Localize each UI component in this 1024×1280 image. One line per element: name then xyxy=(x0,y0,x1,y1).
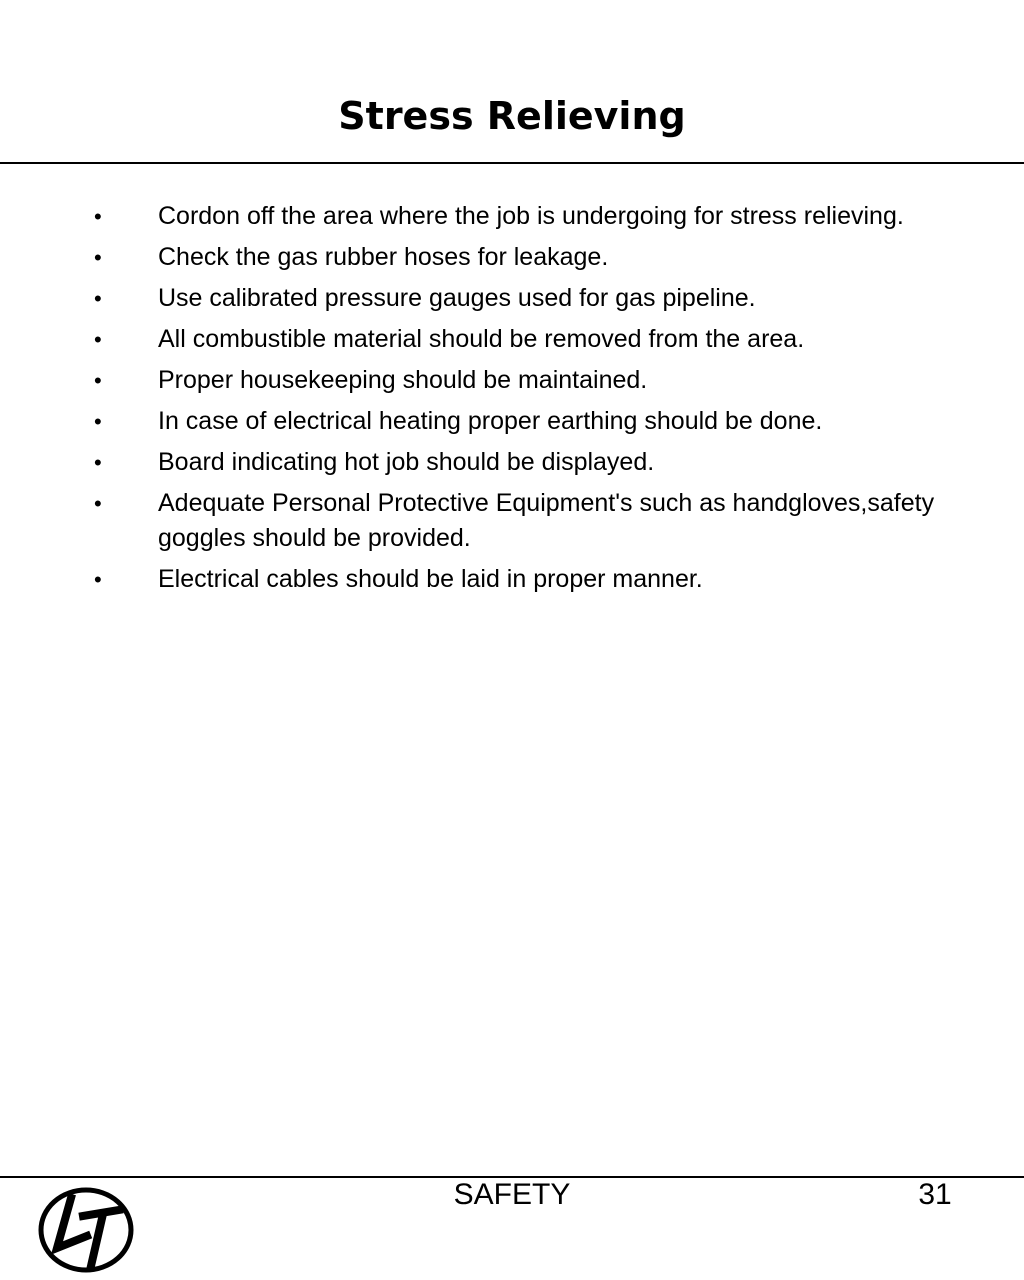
list-item xyxy=(0,562,1024,597)
list-item xyxy=(0,445,1024,480)
bullet-icon: • xyxy=(94,409,102,434)
list-item-text: All combustible material should be removed from the area. xyxy=(158,325,805,353)
list-item-text: Cordon off the area where the job is undergoing for stress relieving. xyxy=(158,202,904,230)
bullet-list xyxy=(0,199,1024,603)
list-item xyxy=(0,281,1024,316)
list-item xyxy=(0,486,1024,556)
bullet-icon: • xyxy=(94,450,102,475)
list-item xyxy=(0,199,1024,234)
list-item-text: Adequate Personal Protective Equipment's such as handgloves,safety goggles should be provided. xyxy=(158,489,935,552)
bullet-icon: • xyxy=(94,286,102,311)
page-number: 31 xyxy=(918,1178,952,1211)
list-item-text: In case of electrical heating proper earthing should be done. xyxy=(158,407,823,435)
bullet-icon: • xyxy=(94,204,102,229)
bullet-icon: • xyxy=(94,491,102,516)
list-item-text: Check the gas rubber hoses for leakage. xyxy=(158,243,609,271)
list-item xyxy=(0,240,1024,275)
bullet-icon: • xyxy=(94,245,102,270)
list-item-text: Board indicating hot job should be displayed. xyxy=(158,448,655,476)
list-item-text: Use calibrated pressure gauges used for gas pipeline. xyxy=(158,284,756,312)
page-title: Stress Relieving xyxy=(338,94,686,138)
list-item xyxy=(0,363,1024,398)
footer-label: SAFETY xyxy=(453,1178,571,1211)
list-item xyxy=(0,404,1024,439)
list-item-text: Electrical cables should be laid in proper manner. xyxy=(158,565,703,593)
bullet-icon: • xyxy=(94,327,102,352)
list-item xyxy=(0,322,1024,357)
bullet-icon: • xyxy=(94,368,102,393)
bullet-icon: • xyxy=(94,567,102,592)
lt-logo-icon xyxy=(37,1186,135,1274)
list-item-text: Proper housekeeping should be maintained. xyxy=(158,366,648,394)
title-divider xyxy=(0,162,1024,164)
